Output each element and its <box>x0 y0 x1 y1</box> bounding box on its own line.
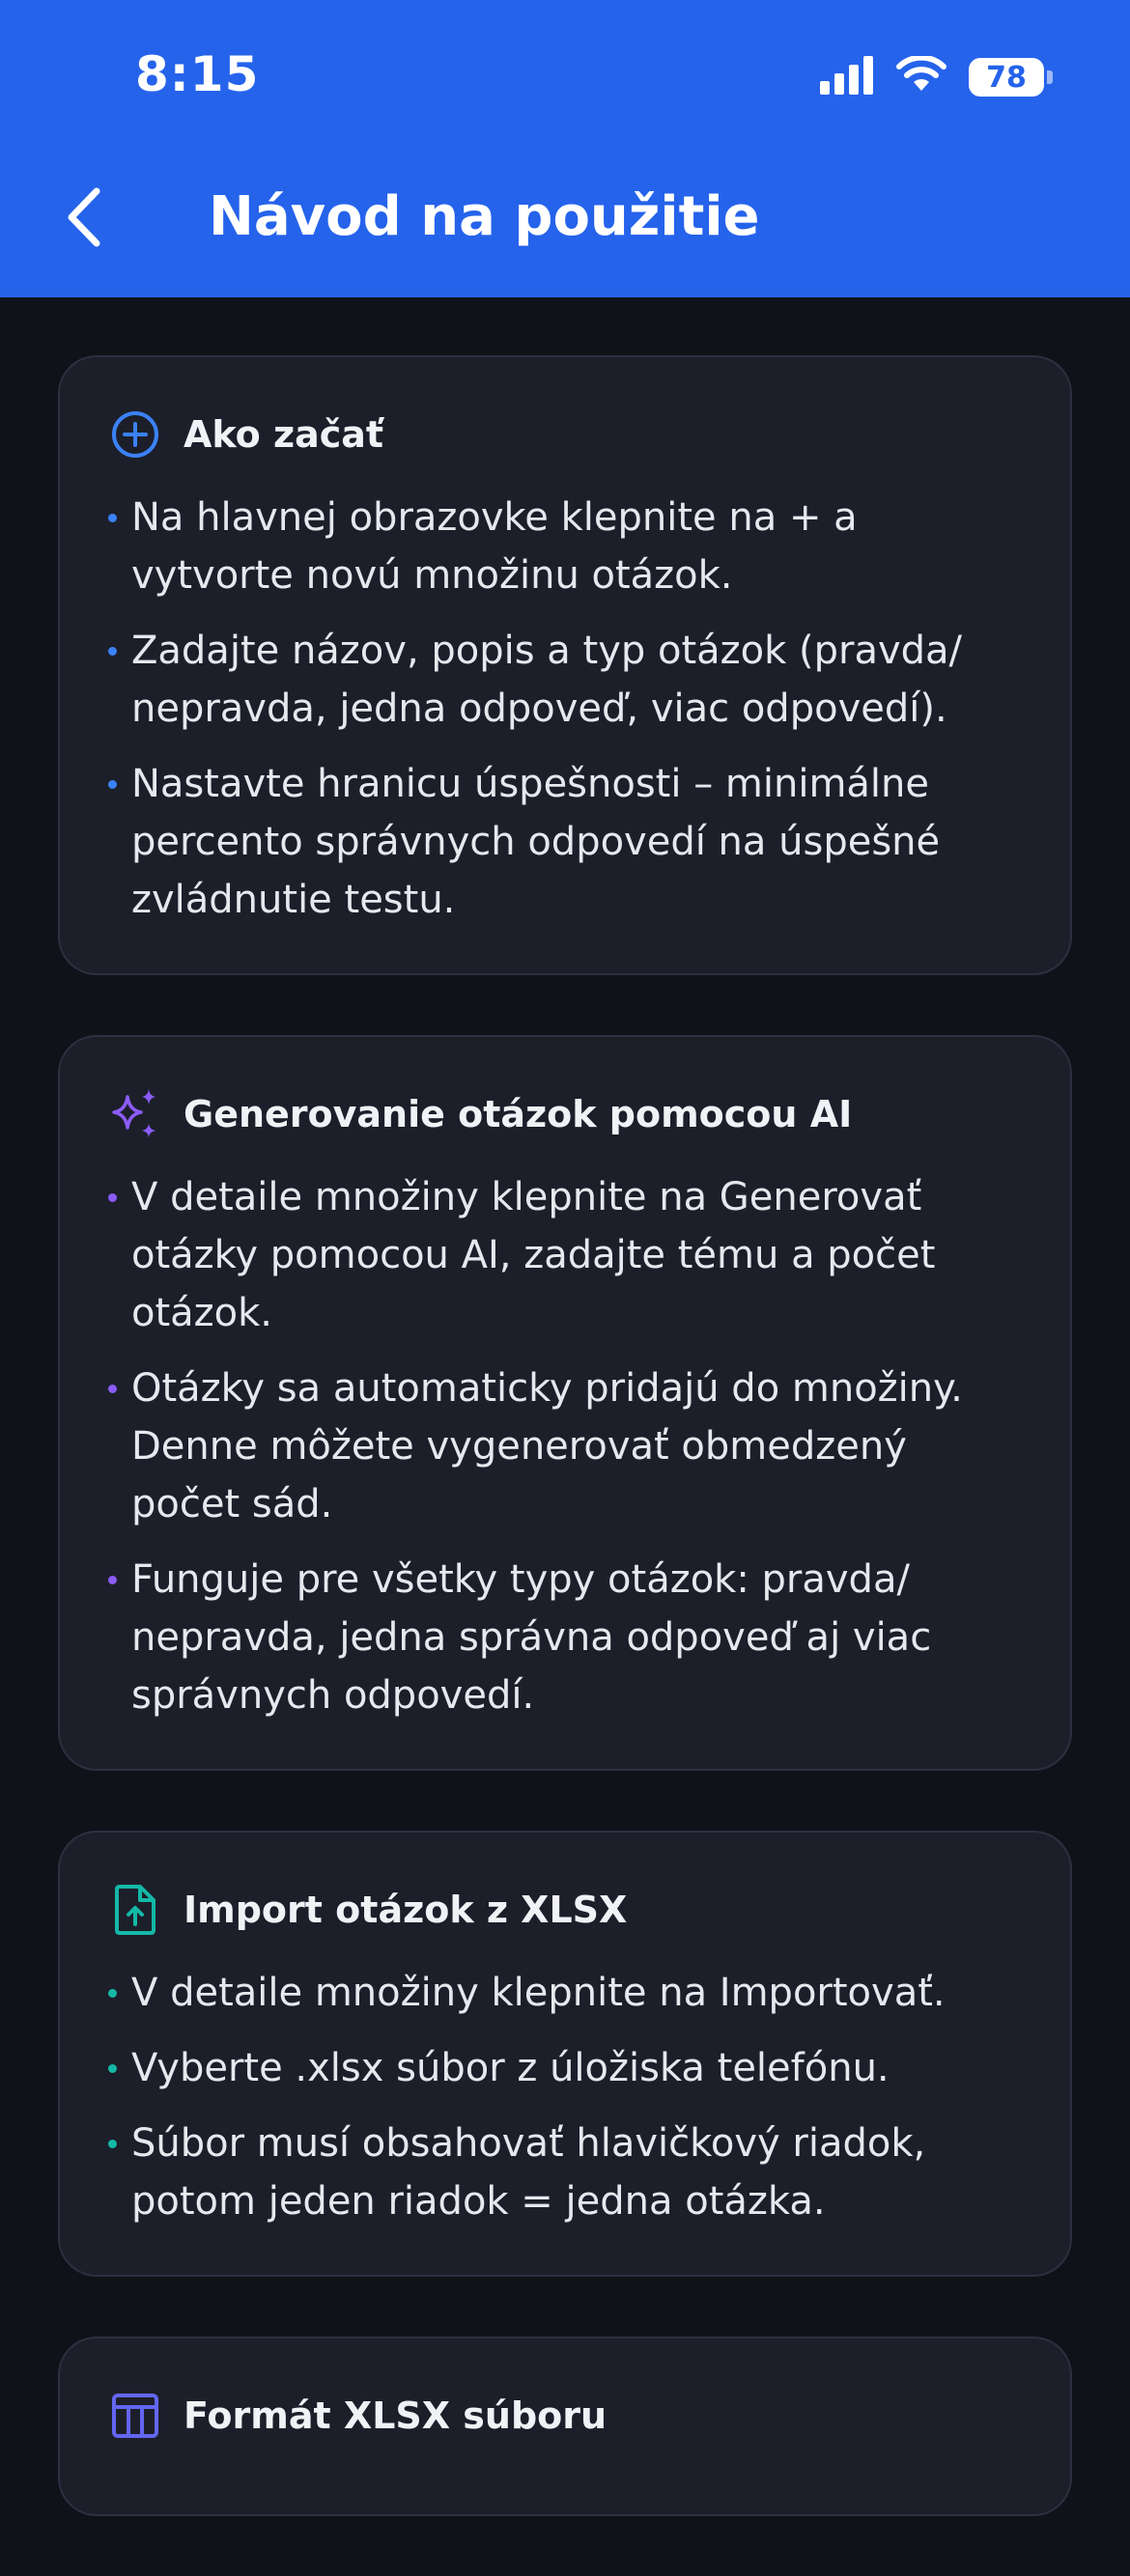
battery-tip <box>1047 70 1053 84</box>
section-title: Formát XLSX súboru <box>184 2394 607 2437</box>
section-card-getting-started <box>58 355 1072 975</box>
list-item: V detaile množiny klepnite na Generovať otázky pomocou AI, zadajte tému a počet otázok. <box>108 1168 1016 1342</box>
list-item: Funguje pre všetky typy otázok: pravda/ nepravda, jedna správna odpoveď aj viac správnych odpovedí. <box>108 1551 1016 1724</box>
list-item: Súbor musí obsahovať hlavičkový riadok, potom jeden riadok = jedna otázka. <box>108 2114 1016 2230</box>
guide-content <box>58 355 1072 2576</box>
section-header <box>108 1087 1016 1141</box>
battery-percent: 78 <box>986 60 1027 95</box>
list-item: Nastavte hranicu úspešnosti – minimálne percento správnych odpovedí na úspešné zvládnutie testu. <box>108 755 1016 929</box>
plus-circle-icon <box>108 407 162 462</box>
battery-icon <box>969 58 1053 97</box>
signal-icon <box>820 56 874 98</box>
status-time: 8:15 <box>135 46 260 102</box>
sparkles-icon <box>108 1087 162 1141</box>
section-title: Ako začať <box>184 413 384 456</box>
section-title: Import otázok z XLSX <box>184 1889 628 1931</box>
section-points <box>108 1168 1016 1724</box>
section-card-xlsx-format <box>58 2337 1072 2516</box>
wifi-icon <box>895 56 947 98</box>
list-item: V detaile množiny klepnite na Importovať. <box>108 1964 1016 2022</box>
section-points <box>108 489 1016 929</box>
section-header <box>108 1883 1016 1937</box>
app-header <box>0 0 1130 297</box>
page-title: Návod na použitie <box>209 185 760 248</box>
list-item: Otázky sa automaticky pridajú do množiny. Denne môžete vygenerovať obmedzený počet sád. <box>108 1359 1016 1533</box>
list-item: Vyberte .xlsx súbor z úložiska telefónu. <box>108 2039 1016 2097</box>
file-upload-icon <box>108 1883 162 1937</box>
status-icons <box>820 54 1053 100</box>
section-card-xlsx-import <box>58 1831 1072 2277</box>
section-points <box>108 1964 1016 2230</box>
section-title: Generovanie otázok pomocou AI <box>184 1093 853 1135</box>
list-item: Na hlavnej obrazovke klepnite na + a vytvorte novú množinu otázok. <box>108 489 1016 604</box>
section-header <box>108 2389 1016 2443</box>
table-icon <box>108 2389 162 2443</box>
list-item: Zadajte názov, popis a typ otázok (pravda/ nepravda, jedna odpoveď, viac odpovedí). <box>108 622 1016 738</box>
battery-level <box>969 58 1044 97</box>
section-card-ai-generation <box>58 1035 1072 1771</box>
chevron-left-icon <box>64 187 102 247</box>
section-header <box>108 407 1016 462</box>
back-button[interactable] <box>56 183 110 251</box>
